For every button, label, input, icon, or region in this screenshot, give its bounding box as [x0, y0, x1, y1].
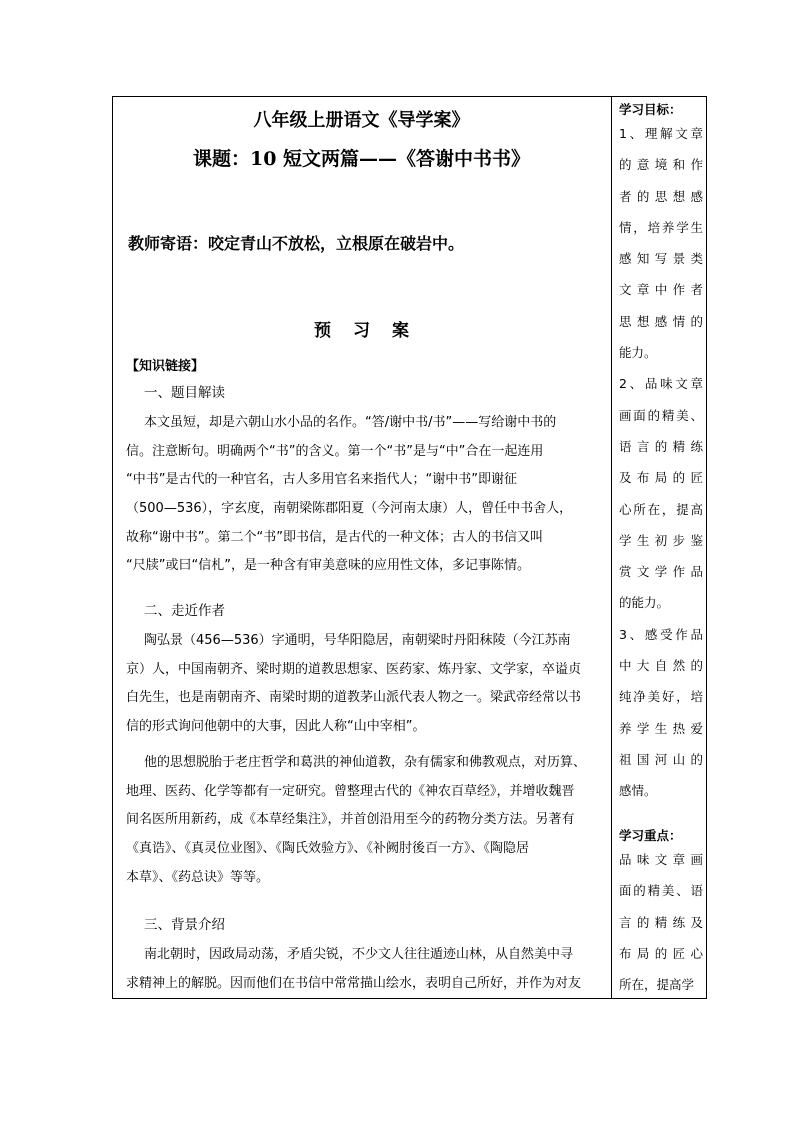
- knowledge-link-tag: 【知识链接】: [126, 359, 205, 374]
- part1-heading: 一、题目解读: [144, 385, 225, 401]
- lesson-title: 课题：10 短文两篇——《答谢中书书》: [192, 148, 531, 170]
- sidebar-line: 者的思想感: [619, 188, 703, 204]
- focus-label: 学习重点：: [619, 828, 682, 843]
- sidebar-line: 文章中作者: [619, 282, 703, 298]
- part2-body-2: [126, 749, 604, 892]
- sidebar-line: 学生初步鉴: [619, 532, 703, 548]
- text-line: 他的思想脱胎于老庄哲学和葛洪的神仙道教，杂有儒家和佛教观点，对历算、: [144, 755, 587, 770]
- goals-list: [619, 118, 703, 807]
- text-line: 地理、医药、化学等都有一定研究。曾整理古代的《神农百草经》，并增收魏晋: [126, 783, 575, 799]
- text-line: 求精神上的解脱。因而他们在书信中常常描山绘水，表明自己所好，并作为对友: [126, 975, 582, 991]
- sidebar-line: 感知写景类: [619, 251, 703, 267]
- text-line: 京）人，中国南朝齐、梁时期的道教思想家、医药家、炼丹家、文学家，卒谥贞: [126, 661, 582, 677]
- part2-heading: 二、走近作者: [144, 603, 225, 619]
- text-line: 《真诰》、《真灵位业图》、《陶氏效验方》、《补阙肘後百一方》、《陶隐居: [126, 841, 530, 857]
- teacher-motto: 教师寄语：咬定青山不放松，立根原在破岩中。: [128, 234, 465, 253]
- sidebar-line: 言的精练及: [619, 914, 703, 930]
- text-line: “尺牍”或曰“信札”，是一种含有审美意味的应用性文体，多记事陈情。: [126, 558, 530, 574]
- sidebar-line: 1、理解文章: [619, 126, 703, 141]
- part1-body: [126, 409, 604, 581]
- part3-body: [126, 941, 604, 998]
- sidebar-line: 及布局的匠: [619, 470, 703, 486]
- document-title: 八年级上册语文《导学案》: [253, 110, 470, 131]
- sidebar-line: 的意境和作: [619, 157, 703, 173]
- text-line: 陶弘景（456—536）字通明，号华阳隐居，南朝梁时丹阳秣陵（今江苏南: [144, 633, 571, 648]
- text-line: 故称“谢中书”。第二个“书”即书信，是古代的一种文体；古人的书信又叫: [126, 529, 543, 545]
- sidebar-line: 品味文章画: [619, 852, 703, 867]
- sidebar-line: 2、品味文章: [619, 376, 703, 392]
- sidebar-line: 养学生热爱: [619, 720, 703, 736]
- sidebar-line: 纯净美好，培: [619, 689, 703, 705]
- text-line: 本草》、《药总诀》等等。: [126, 869, 270, 885]
- sidebar-cell: [612, 96, 707, 999]
- part2-body: [126, 627, 604, 742]
- sidebar-line: 情，培养学生: [619, 219, 703, 235]
- sidebar-line: 思想感情的: [619, 313, 703, 329]
- sidebar-line: 3、感受作品: [619, 626, 703, 642]
- sidebar-line: 面的精美、语: [619, 883, 703, 899]
- text-line: 信的形式询问他朝中的大事，因此人称“山中宰相”。: [126, 719, 426, 735]
- goals-label: 学习目标：: [619, 102, 682, 117]
- main-cell: [112, 96, 611, 999]
- sidebar-line: 所在，提高学: [619, 977, 695, 993]
- sidebar-line: 感情。: [619, 783, 657, 799]
- text-line: “中书”是古代的一种官名，古人多用官名来指代人；“谢中书”即谢征: [126, 472, 517, 488]
- sidebar-line: 心所在，提高: [619, 501, 703, 517]
- section-title: 预习案: [314, 321, 431, 341]
- text-line: 白先生，也是南朝南齐、南梁时期的道教茅山派代表人物之一。梁武帝经常以书: [126, 690, 582, 706]
- sidebar-line: 祖国河山的: [619, 751, 703, 767]
- sidebar-line: 赏文学作品: [619, 564, 703, 580]
- sidebar-line: 布局的匠心: [619, 945, 703, 961]
- text-line: 本文虽短，却是六朝山水小品的名作。“答/谢中书/书”——写给谢中书的: [144, 415, 557, 430]
- text-line: 间名医所用新药，成《本草经集注》，并首创沿用至今的药物分类方法。另著有: [126, 812, 575, 828]
- text-line: （500—536），字玄度，南朝梁陈郡阳夏（今河南太康）人，曾任中书舍人，: [126, 501, 573, 517]
- text-line: 南北朝时，因政局动荡，矛盾尖锐，不少文人往往遁迹山林，从自然美中寻: [144, 947, 574, 962]
- text-line: 信。注意断句。明确两个“书”的含义。第一个“书”是与“中”合在一起连用: [126, 443, 544, 459]
- sidebar-line: 中大自然的: [619, 658, 703, 674]
- sidebar-line: 语言的精练: [619, 438, 703, 454]
- sidebar-line: 能力。: [619, 345, 657, 361]
- sidebar-line: 的能力。: [619, 595, 670, 611]
- part3-heading: 三、背景介绍: [144, 917, 225, 933]
- sidebar-line: 画面的精美、: [619, 407, 703, 423]
- focus-list: [619, 844, 703, 999]
